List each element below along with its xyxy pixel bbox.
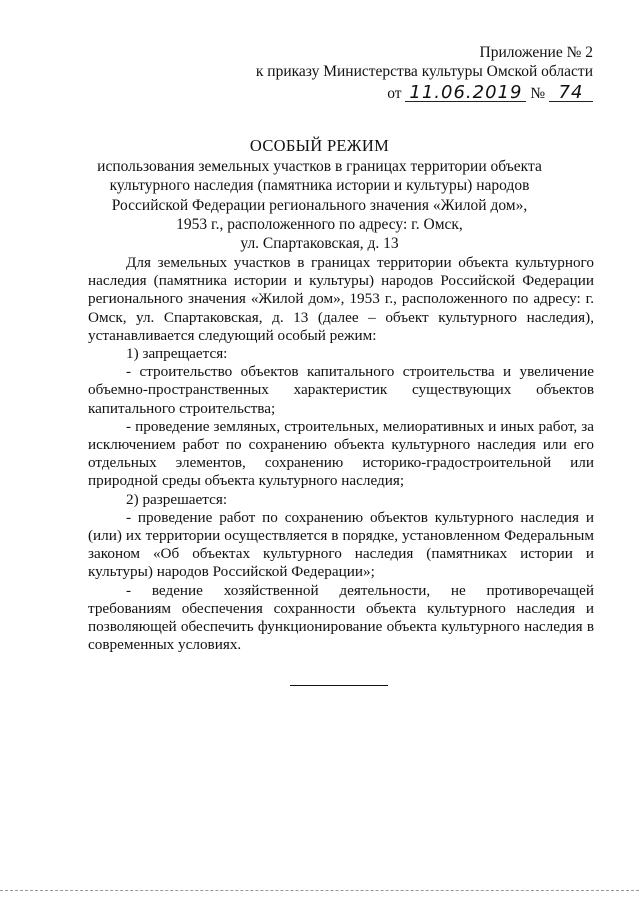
subtitle-line: культурного наследия (памятника истории и культуры) народов: [109, 177, 530, 195]
section-2-item-2: - ведение хозяйственной деятельности, не противоречащей требованиям обеспечения сохранности объекта культурного наследия и позволяющей обеспечить функционирование объекта культурного наследия в современных условиях.: [88, 581, 594, 654]
subtitle-line: ул. Спартаковская, д. 13: [240, 235, 399, 253]
document-title: ОСОБЫЙ РЕЖИМ: [249, 136, 390, 155]
section-2-item-1: - проведение работ по сохранению объектов культурного наследия и (или) их территории осуществляется в порядке, установленном Федеральным законом «Об объектах культурного наследия (памятниках истории и культуры) народов Российской Федерации»;: [88, 508, 594, 581]
subtitle-line: 1953 г., расположенного по адресу: г. Омск,: [176, 215, 463, 233]
handwritten-date: 11.06.2019: [405, 84, 526, 102]
section-2-heading: 2) разрешается:: [126, 490, 228, 508]
document-subtitle: [90, 157, 549, 253]
order-reference: к приказу Министерства культуры Омской области: [255, 63, 593, 80]
document-body: [88, 254, 594, 654]
annex-label: Приложение № 2: [479, 44, 593, 61]
subtitle-line: Российской Федерации регионального значения «Жилой дом»,: [111, 196, 528, 214]
number-prefix: №: [530, 85, 546, 102]
date-prefix: от: [387, 85, 402, 102]
section-1-heading: 1) запрещается:: [126, 345, 228, 363]
section-1-item-2: - проведение земляных, строительных, мелиоративных и иных работ, за исключением работ по сохранению объекта культурного наследия или его отдельных элементов, сохранению историко-градостроительной или природной среды объекта культурного наследия;: [88, 417, 594, 490]
intro-paragraph: Для земельных участков в границах территории объекта культурного наследия (памятника истории и культуры) народов Российской Федерации регионального значения «Жилой дом», 1953 г., расположенного по адресу: г. Омск, ул. Спартаковская, д. 13 (далее – объект культурного наследия), устанавливается следующий особый режим:: [88, 254, 594, 344]
handwritten-number: 74: [549, 84, 593, 102]
scan-edge-line: [0, 890, 639, 891]
subtitle-line: использования земельных участков в границах территории объекта: [97, 158, 542, 175]
closing-divider: [290, 685, 388, 686]
order-date-number-line: [387, 84, 593, 103]
section-1-item-1: - строительство объектов капитального строительства и увеличение объемно-пространственных характеристик существующих объектов капитального строительства;: [88, 363, 594, 417]
